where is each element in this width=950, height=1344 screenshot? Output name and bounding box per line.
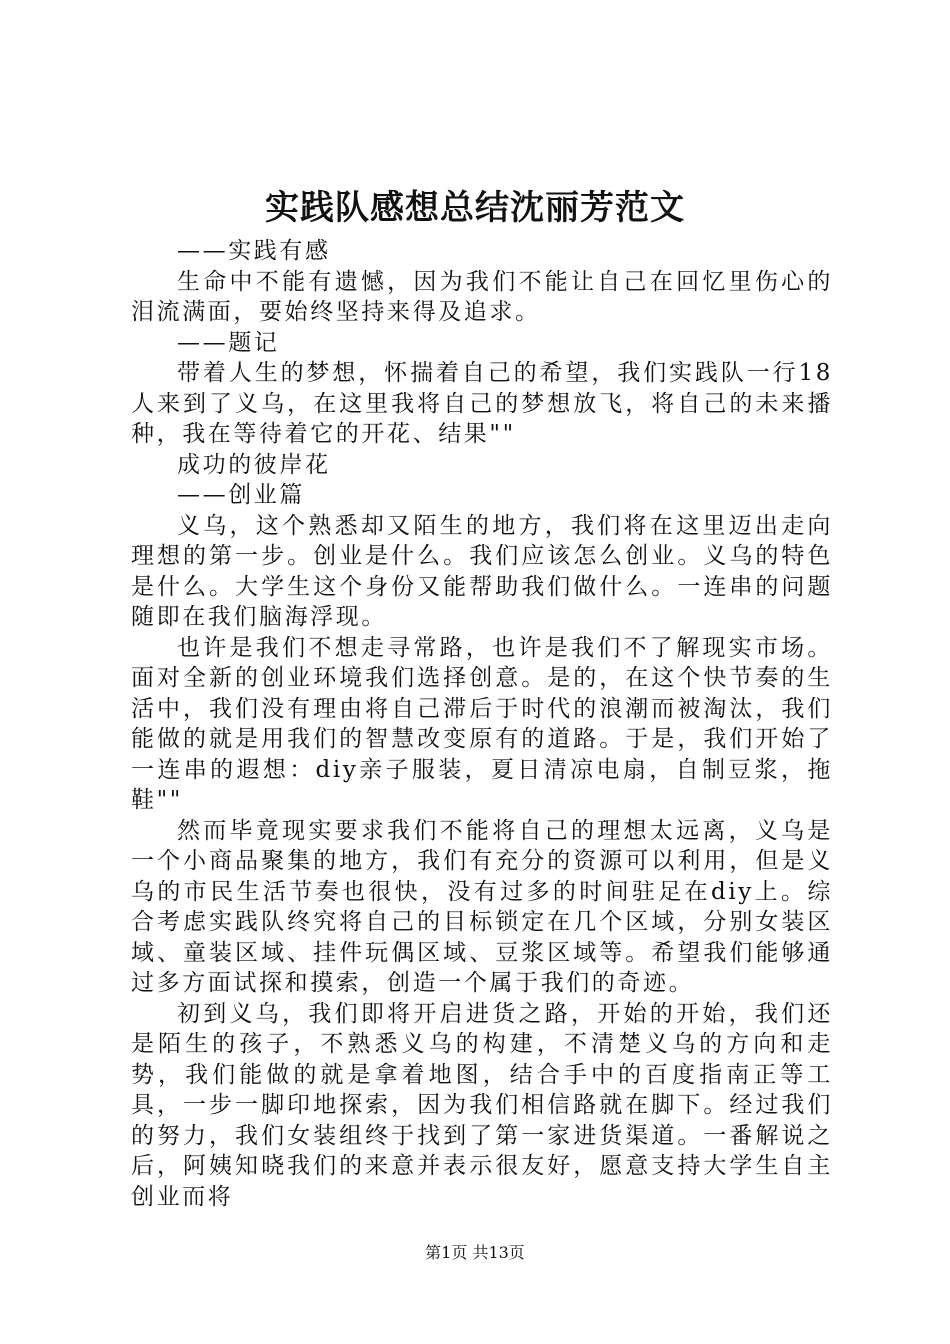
subtitle-line: ——实践有感 <box>177 238 331 264</box>
section-subheading: ——创业篇 <box>177 482 305 508</box>
paragraph: 义乌，这个熟悉却又陌生的地方，我们将在这里迈出走向理想的第一步。创业是什么。我们应该怎么创业。义乌的特色是什么。大学生这个身份又能帮助我们做什么。一连串的问题随即在我们脑海浮现。 <box>131 512 833 630</box>
document-body <box>131 236 833 1212</box>
page-footer: 第1页 共13页 <box>425 1243 525 1262</box>
paragraph: 也许是我们不想走寻常路，也许是我们不了解现实市场。面对全新的创业环境我们选择创意。是的，在这个快节奏的生活中，我们没有理由将自己滞后于时代的浪潮而被淘汰，我们能做的就是用我们的智慧改变原有的道路。于是，我们开始了一连串的遐想：diy亲子服装，夏日清凉电扇，自制豆浆，拖鞋"" <box>131 634 833 813</box>
paragraph: 然而毕竟现实要求我们不能将自己的理想太远离，义乌是一个小商品聚集的地方，我们有充分的资源可以利用，但是义乌的市民生活节奏也很快，没有过多的时间驻足在diy上。综合考虑实践队终究将自己的目标锁定在几个区域，分别女装区域、童装区域、挂件玩偶区域、豆浆区域等。希望我们能够通过多方面试探和摸索，创造一个属于我们的奇迹。 <box>131 817 833 996</box>
paragraph: 初到义乌，我们即将开启进货之路，开始的开始，我们还是陌生的孩子，不熟悉义乌的构建，不清楚义乌的方向和走势，我们能做的就是拿着地图，结合手中的百度指南正等工具，一步一脚印地探索，因为我们相信路就在脚下。经过我们的努力，我们女装组终于找到了第一家进货渠道。一番解说之后，阿姨知晓我们的来意并表示很友好，愿意支持大学生自主创业而将 <box>131 1000 833 1210</box>
paragraph: 生命中不能有遗憾，因为我们不能让自己在回忆里伤心的泪流满面，要始终坚持来得及追求。 <box>131 268 833 325</box>
document-title: 实践队感想总结沈丽芳范文 <box>265 188 685 228</box>
paragraph: 带着人生的梦想，怀揣着自己的希望，我们实践队一行18人来到了义乌，在这里我将自己的梦想放飞，将自己的未来播种，我在等待着它的开花、结果"" <box>131 360 833 447</box>
inscription-line: ——题记 <box>177 329 280 356</box>
section-heading: 成功的彼岸花 <box>177 451 331 478</box>
